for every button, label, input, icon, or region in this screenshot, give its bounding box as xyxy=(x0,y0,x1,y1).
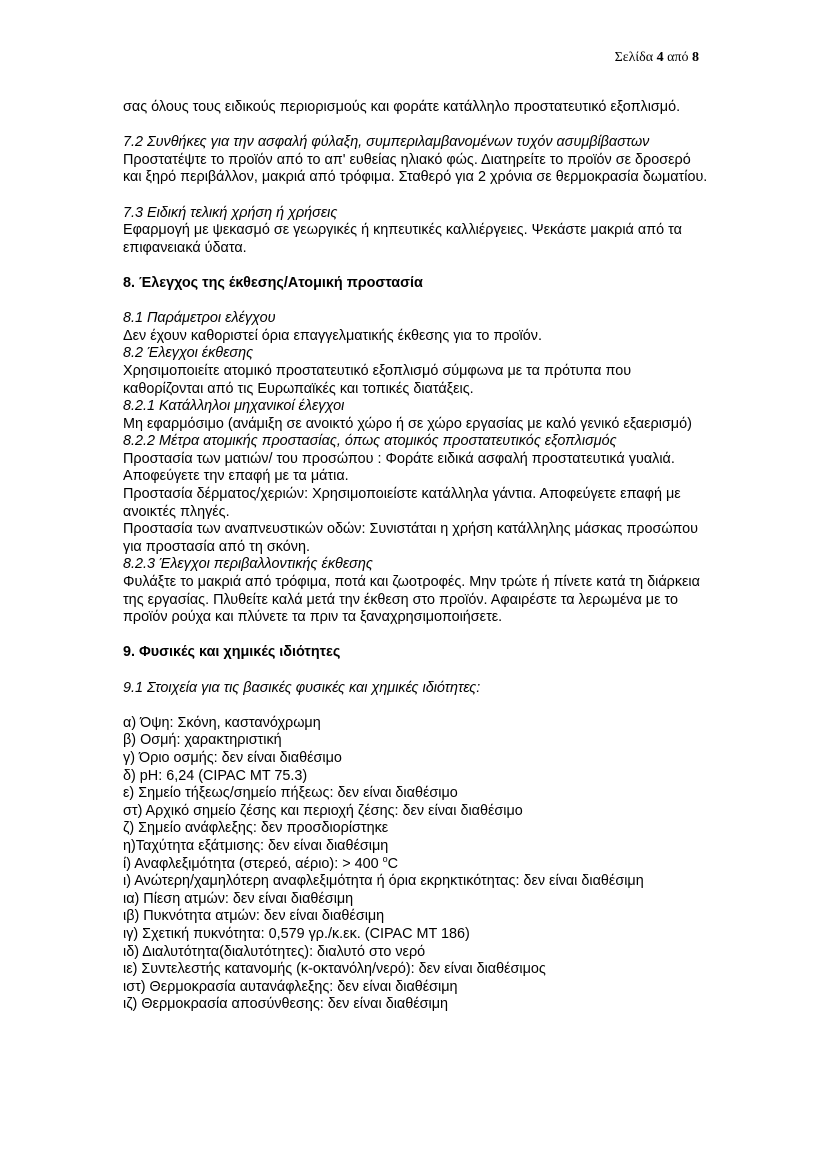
section-8-1-text: Δεν έχουν καθοριστεί όρια επαγγελματικής έκθεσης για το προϊόν. xyxy=(123,327,542,344)
property-item: ε) Σημείο τήξεως/σημείο πήξεως: δεν είναι διαθέσιμο xyxy=(123,785,458,802)
section-8-2-1-title: 8.2.1 Κατάλληλοι μηχανικοί έλεγχοι xyxy=(123,398,345,415)
page-total: 8 xyxy=(692,50,699,65)
section-9-heading: 9. Φυσικές και χημικές ιδιότητες xyxy=(123,644,341,661)
property-item: γ) Όριο οσμής: δεν είναι διαθέσιμο xyxy=(123,749,342,766)
skin-protection-text: Προστασία δέρματος/χεριών: Χρησιμοποιείστε κατάλληλα γάντια. Αποφεύγετε επαφή με ανοικτές πληγές. xyxy=(123,486,681,520)
section-7-3-title: 7.3 Ειδική τελική χρήση ή χρήσεις xyxy=(123,204,338,221)
property-item: ιζ) Θερμοκρασία αποσύνθεσης: δεν είναι διαθέσιμη xyxy=(123,996,449,1013)
section-8-2-2-title: 8.2.2 Μέτρα ατομικής προστασίας, όπως ατομικός προστατευτικός εξοπλισμός xyxy=(123,433,617,450)
section-8-heading: 8. Έλεγχος της έκθεσης/Ατομική προστασία xyxy=(123,274,423,291)
page-label: Σελίδα xyxy=(614,50,654,65)
flammability-text: ί) Αναφλεξιμότητα (στερεό, αέριο): > 400 xyxy=(123,855,383,872)
degree-sup: o xyxy=(382,853,388,864)
section-8-1-title: 8.1 Παράμετροι ελέγχου xyxy=(123,310,276,327)
property-item: ι) Ανώτερη/χαμηλότερη αναφλεξιμότητα ή όρια εκρηκτικότητας: δεν είναι διαθέσιμη xyxy=(123,873,644,890)
property-item: ιδ) Διαλυτότητα(διαλυτότητες): διαλυτό στο νερό xyxy=(123,943,426,960)
flammability-unit: C xyxy=(387,855,399,872)
property-item: η)Ταχύτητα εξάτμισης: δεν είναι διαθέσιμη xyxy=(123,837,389,854)
section-8-2-3-text: Φυλάξτε το μακριά από τρόφιμα, ποτά και ζωοτροφές. Μην τρώτε ή πίνετε κατά τη διάρκεια της εργασίας. Πλυθείτε καλά μετά την έκθεση στο προϊόν. Αφαιρέστε τα λερωμένα με το προϊόν ρούχα και πλύνετε τα πριν τα ξαναχρησιμοποιήσετε. xyxy=(123,574,700,626)
property-item: α) Όψη: Σκόνη, καστανόχρωμη xyxy=(123,714,321,731)
page-number xyxy=(615,50,699,66)
property-item: ια) Πίεση ατμών: δεν είναι διαθέσιμη xyxy=(123,890,354,907)
property-item: ιε) Συντελεστής κατανομής (κ-οκτανόλη/νερό): δεν είναι διαθέσιμος xyxy=(123,961,546,978)
section-7-2-text: Προστατέψτε το προϊόν από το απ' ευθείας ηλιακό φώς. Διατηρείτε το προϊόν σε δροσερό και ξηρό περιβάλλον, μακριά από τρόφιμα. Σταθερό για 2 χρόνια σε θερμοκρασία δωματίου. xyxy=(123,151,708,186)
property-item-flammability xyxy=(123,853,713,874)
section-8-2-3-title: 8.2.3 Έλεγχοι περιβαλλοντικής έκθεσης xyxy=(123,556,373,573)
section-8-2-text: Χρησιμοποιείτε ατομικό προστατευτικό εξοπλισμό σύμφωνα με τα πρότυπα που καθορίζονται από τις Ευρωπαϊκές και τοπικές διατάξεις. xyxy=(123,362,632,397)
property-item: ζ) Σημείο ανάφλεξης: δεν προσδιορίστηκε xyxy=(123,820,389,837)
page-current: 4 xyxy=(656,50,664,65)
section-7-continuation: σας όλους τους ειδικούς περιορισμούς και φοράτε κατάλληλο προστατευτικό εξοπλισμό. xyxy=(123,99,681,115)
eye-protection-text: Προστασία των ματιών/ του προσώπου : Φοράτε ειδικά ασφαλή προστατευτικά γυαλιά. Αποφεύγετε την επαφή με τα μάτια. xyxy=(123,450,675,485)
respiratory-protection-text: Προστασία των αναπνευστικών οδών: Συνιστάται η χρήση κατάλληλης μάσκας προσώπου για προστασία από τη σκόνη. xyxy=(123,521,698,555)
property-item: ιβ) Πυκνότητα ατμών: δεν είναι διαθέσιμη xyxy=(123,908,385,925)
property-item: ιστ) Θερμοκρασία αυτανάφλεξης: δεν είναι διαθέσιμη xyxy=(123,978,458,995)
property-item: δ) pH: 6,24 (CIPAC MT 75.3) xyxy=(123,767,308,784)
page-of: από xyxy=(667,50,689,65)
section-8-2-1-text: Μη εφαρμόσιμο (ανάμιξη σε ανοικτό χώρο ή σε χώρο εργασίας με καλό γενικό εξαερισμό) xyxy=(123,415,692,432)
section-7-3-text: Εφαρμογή με ψεκασμό σε γεωργικές ή κηπευτικές καλλιέργειες. Ψεκάστε μακριά από τα επιφανειακά ύδατα. xyxy=(123,222,682,256)
property-item: στ) Αρχικό σημείο ζέσης και περιοχή ζέσης: δεν είναι διαθέσιμο xyxy=(123,802,523,819)
property-item: β) Οσμή: χαρακτηριστική xyxy=(123,732,282,749)
section-7-2-title: 7.2 Συνθήκες για την ασφαλή φύλαξη, συμπεριλαμβανομένων τυχόν ασυμβίβαστων xyxy=(123,134,650,151)
section-8-2-title: 8.2 Έλεγχοι έκθεσης xyxy=(123,345,254,362)
property-item: ιγ) Σχετική πυκνότητα: 0,579 γρ./κ.εκ. (CIPAC MT 186) xyxy=(123,925,470,942)
section-9-1-title: 9.1 Στοιχεία για τις βασικές φυσικές και χημικές ιδιότητες: xyxy=(123,679,481,696)
document-body xyxy=(123,99,713,1014)
